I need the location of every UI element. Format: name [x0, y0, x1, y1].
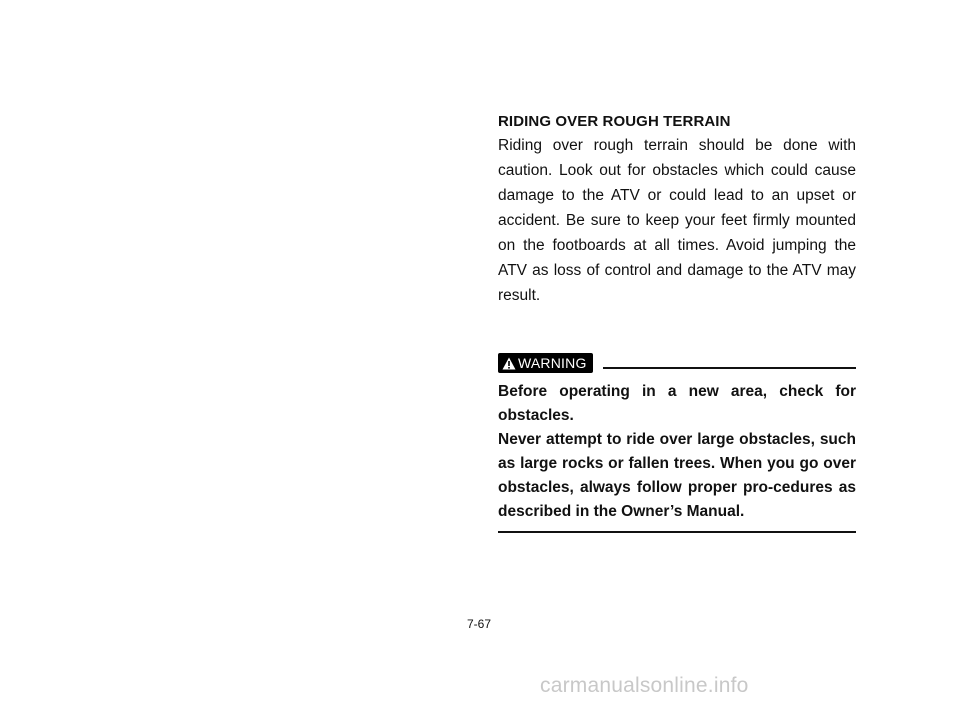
warning-paragraph: Before operating in a new area, check for obstacles. — [498, 383, 856, 424]
page-number: 7-67 — [467, 617, 492, 631]
watermark: carmanualsonline.info — [540, 674, 749, 697]
warning-top-rule — [603, 367, 856, 369]
warning-block — [498, 352, 856, 533]
warning-label: WARNING — [518, 355, 587, 371]
warning-text — [498, 380, 856, 524]
section-heading: RIDING OVER ROUGH TERRAIN — [498, 113, 731, 130]
content-column — [498, 110, 856, 533]
warning-bottom-rule — [498, 531, 856, 533]
warning-header — [498, 352, 856, 374]
section-body: Riding over rough terrain should be done with caution. Look out for obstacles which could cause damage to the ATV or could lead to an upset or accident. Be sure to keep your feet firmly mounted on the footboards at all times. Avoid jumping the ATV as loss of control and damage to the ATV may result. — [498, 137, 856, 304]
warning-badge — [498, 353, 593, 373]
warning-paragraph: Never attempt to ride over large obstacles, such as large rocks or fallen trees. When you go over obstacles, always follow proper pro-cedures as described in the Owner’s Manual. — [498, 431, 856, 520]
warning-triangle-icon — [502, 357, 516, 370]
